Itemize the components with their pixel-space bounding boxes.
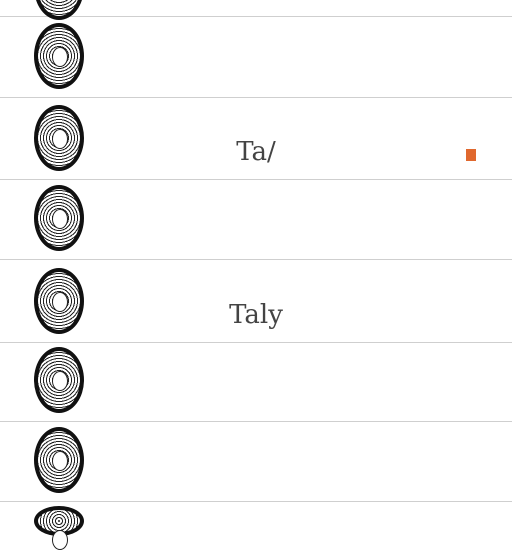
thumbnail-image: [34, 506, 84, 536]
item-side-label: [466, 431, 480, 495]
thumbnail-image: [34, 427, 84, 493]
list-item[interactable]: [0, 341, 512, 422]
item-heading: Ta/: [236, 137, 276, 167]
item-side-label: [466, 268, 480, 338]
list-item[interactable]: [0, 99, 512, 180]
list-item[interactable]: [0, 500, 512, 512]
thumbnail-image: [34, 347, 84, 413]
list-item[interactable]: [0, 0, 512, 17]
accent-marker: [466, 149, 476, 161]
list-item[interactable]: [0, 179, 512, 260]
item-side-label: [466, 21, 480, 85]
list-item[interactable]: [0, 17, 512, 98]
item-side-label: [466, 343, 480, 417]
item-heading: Taly: [229, 300, 283, 330]
thumbnail-image: [34, 185, 84, 251]
list-item[interactable]: [0, 262, 512, 343]
item-side-label: [466, 113, 480, 143]
item-side-label: [466, 185, 480, 255]
thumbnail-image: [34, 23, 84, 89]
list-item[interactable]: [0, 421, 512, 502]
